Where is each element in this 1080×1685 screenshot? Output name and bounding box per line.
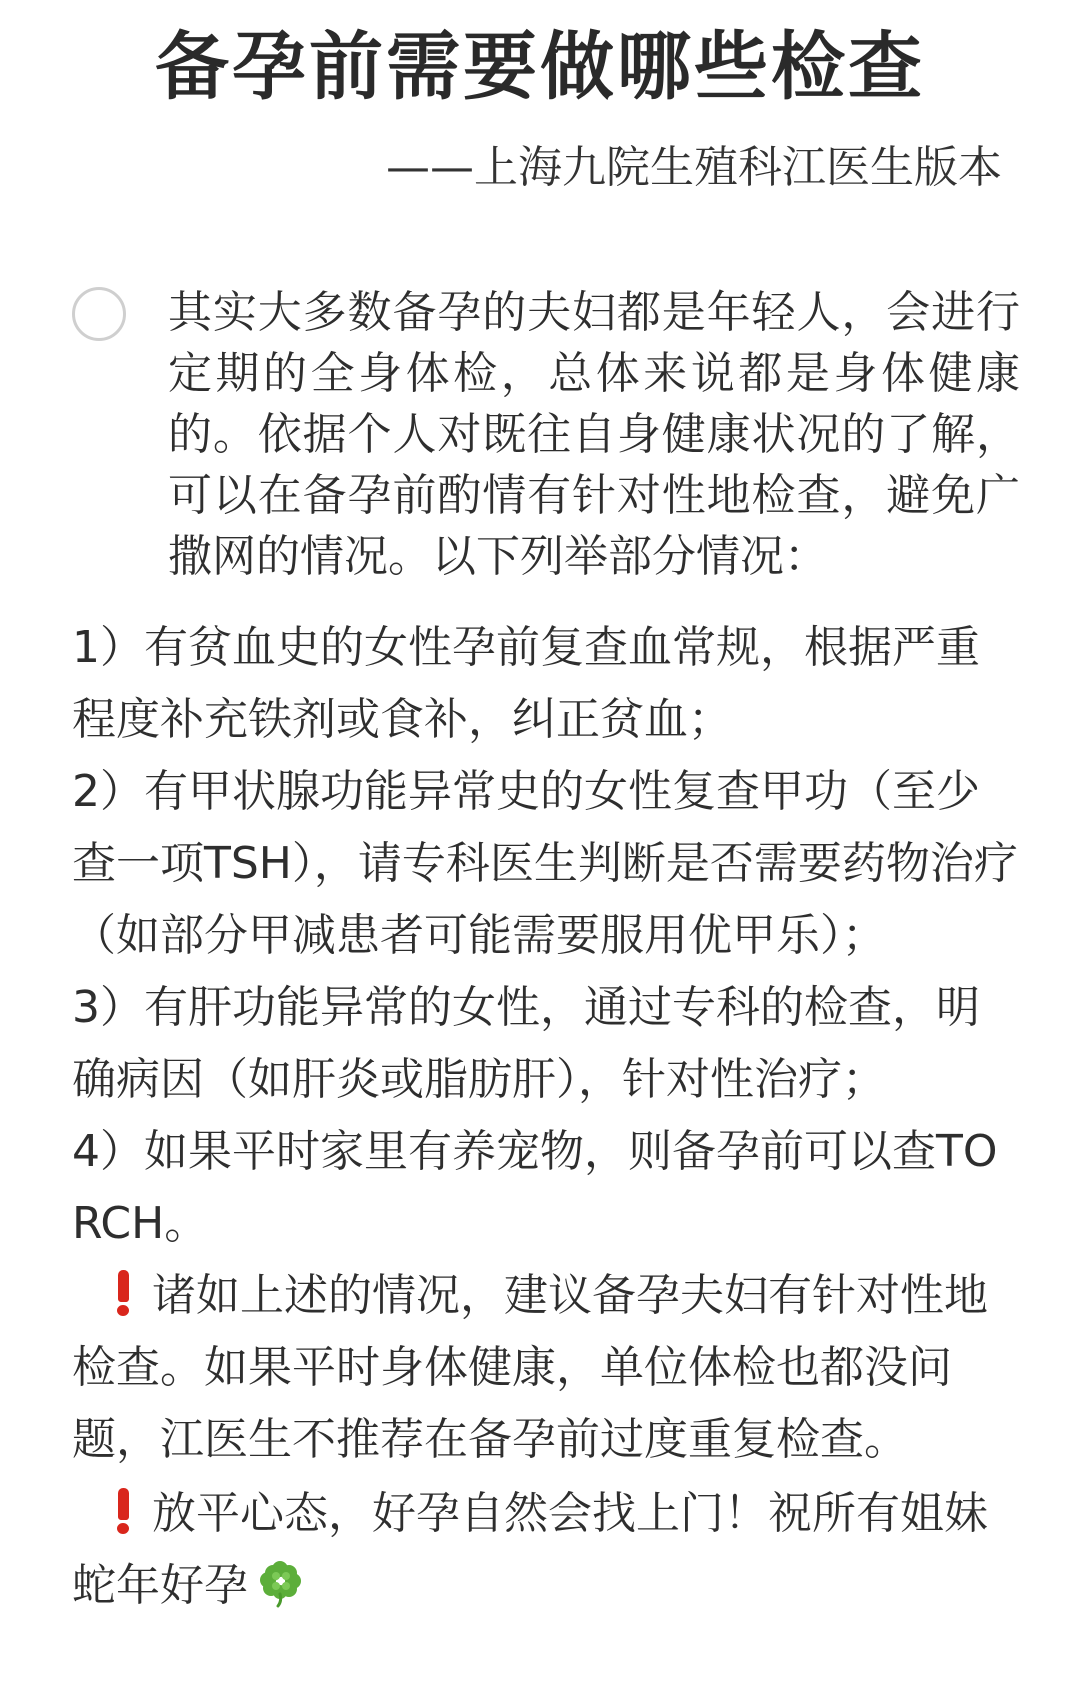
list-item: 2）有甲状腺功能异常史的女性复查甲功（至少查一项TSH），请专科医生判断是否需要药物治疗（如部分甲减患者可能需要服用优甲乐）； — [72, 766, 1018, 961]
list-item: 4）如果平时家里有养宠物，则备孕前可以查TORCH。 — [72, 1126, 998, 1249]
list-item: 3）有肝功能异常的女性，通过专科的检查，明确病因（如肝炎或脂肪肝），针对性治疗； — [72, 982, 980, 1105]
exclamation-icon — [116, 1268, 130, 1316]
note-text: 诸如上述的情况，建议备孕夫妇有针对性地检查。如果平时身体健康，单位体检也都没问题，江医生不推荐在备孕前过度重复检查。 — [72, 1270, 988, 1465]
note-text: 放平心态，好孕自然会找上门！祝所有姐妹蛇年好孕 — [72, 1488, 988, 1611]
intro-paragraph: 其实大多数备孕的夫妇都是年轻人，会进行定期的全身体检，总体来说都是身体健康的。依据个人对既往自身健康状况的了解，可以在备孕前酌情有针对性地检查，避免广撒网的情况。以下列举部分情况： — [168, 287, 1020, 582]
list-item: 1）有贫血史的女性孕前复查血常规，根据严重程度补充铁剂或食补，纠正贫血； — [72, 622, 980, 745]
condition-list — [72, 612, 1020, 1260]
four-leaf-clover-icon — [256, 1558, 306, 1608]
note-paragraph — [72, 1260, 1020, 1476]
note-paragraph — [72, 1478, 1020, 1622]
page-title: 备孕前需要做哪些检查 — [155, 24, 925, 110]
exclamation-icon — [116, 1486, 130, 1534]
circle-icon — [72, 287, 126, 341]
page-subtitle: ——上海九院生殖科江医生版本 — [386, 142, 1002, 193]
